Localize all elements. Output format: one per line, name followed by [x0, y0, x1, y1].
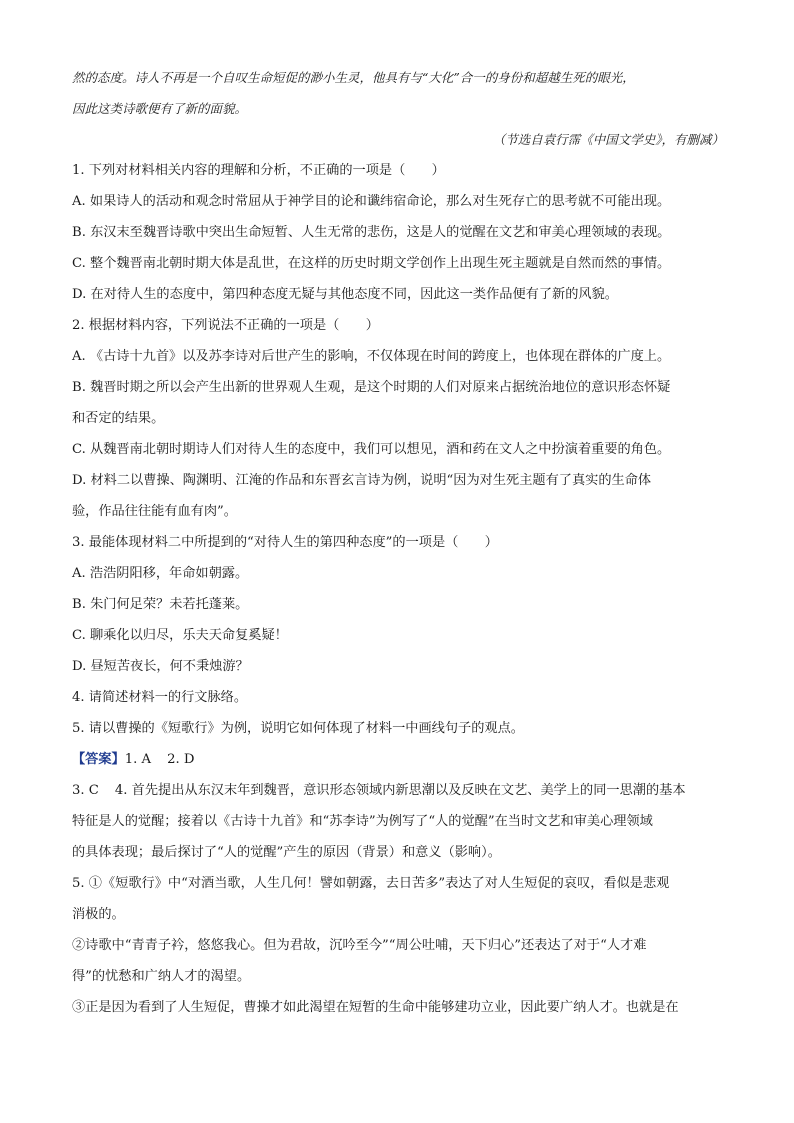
option-c: C. 从魏晋南北朝时期诗人们对待人生的态度中，我们可以想见，酒和药在文人之中扮演着重要的角色。	[72, 442, 671, 457]
answer-5-line-2: 消极的。	[72, 907, 125, 922]
question-stem: 3. 最能体现材料二中所提到的“对待人生的第四种态度”的一项是（ ）	[72, 535, 498, 550]
option-c: C. 整个魏晋南北朝时期大体是乱世，在这样的历史时期文学创作上出现生死主题就是自然而然的事情。	[72, 256, 671, 271]
answer-3: 3. C	[72, 783, 99, 798]
answer-5-line-1: 5. ①《短歌行》中“对酒当歌，人生几何！譬如朝露，去日苦多”表达了对人生短促的哀叹，看似是悲观	[72, 876, 670, 891]
answer-1: 1. A	[124, 752, 152, 767]
option-a: A. 如果诗人的活动和观念时常屈从于神学目的论和谶纬宿命论，那么对生死存亡的思考就不可能出现。	[72, 194, 671, 209]
answer-5-line-4: 得”的忧愁和广纳人才的渴望。	[72, 969, 251, 984]
question-5: 5. 请以曹操的《短歌行》为例，说明它如何体现了材料一中画线句子的观点。	[72, 721, 524, 736]
source-citation: （节选自袁行霈《中国文学史》，有删减）	[492, 132, 724, 147]
answer-4-line-3: 的具体表现；最后探讨了“人的觉醒”产生的原因（背景）和意义（影响）。	[72, 845, 501, 860]
answer-5-line-5: ③正是因为看到了人生短促，曹操才如此渴望在短暂的生命中能够建功立业，因此要广纳人才。也就是在	[72, 1000, 679, 1015]
option-d: D. 昼短苦夜长，何不秉烛游？	[72, 659, 249, 674]
question-stem: 2. 根据材料内容，下列说法不正确的一项是（ ）	[72, 318, 379, 333]
answer-4-start: 4. 首先提出从东汉末年到魏晋，意识形态领域内新思潮以及反映在文艺、美学上的同一思潮的基本	[114, 783, 686, 798]
option-a: A. 浩浩阴阳移，年命如朝露。	[72, 566, 249, 581]
document-page	[72, 62, 724, 1023]
answer-2: 2. D	[167, 752, 195, 767]
intro-line-2: 因此这类诗歌便有了新的面貌。	[72, 101, 248, 116]
question-4: 4. 请简述材料一的行文脉络。	[72, 690, 248, 705]
answer-line-2	[72, 775, 724, 806]
question-stem: 1. 下列对材料相关内容的理解和分析，不正确的一项是（ ）	[72, 163, 445, 178]
answer-tag: 【答案】	[72, 752, 125, 767]
answer-line-1	[72, 744, 724, 775]
intro-line-1: 然的态度。诗人不再是一个自叹生命短促的渺小生灵，他具有与“大化”合一的身份和超越生死的眼光，	[72, 70, 635, 85]
option-b-cont: 和否定的结果。	[72, 411, 165, 426]
option-b: B. 朱门何足荣？未若托蓬莱。	[72, 597, 249, 612]
answer-5-line-3: ②诗歌中“青青子衿，悠悠我心。但为君故，沉吟至今”“周公吐哺，天下归心”还表达了对于“人才难	[72, 938, 647, 953]
option-d-cont: 验，作品往往能有血有肉”。	[72, 504, 237, 519]
option-d: D. 在对待人生的态度中，第四种态度无疑与其他态度不同，因此这一类作品便有了新的风貌。	[72, 287, 618, 302]
option-b: B. 魏晋时期之所以会产生出新的世界观人生观，是这个时期的人们对原来占据统治地位的意识形态怀疑	[72, 380, 671, 395]
answer-4-line-2: 特征是人的觉醒；接着以《古诗十九首》和“苏李诗”为例写了“人的觉醒”在当时文艺和审美心理领域	[72, 814, 653, 829]
option-c: C. 聊乘化以归尽，乐夫天命复奚疑！	[72, 628, 288, 643]
question-2	[72, 310, 724, 527]
option-b: B. 东汉末至魏晋诗歌中突出生命短暂、人生无常的悲伤，这是人的觉醒在文艺和审美心理领域的表现。	[72, 225, 671, 240]
option-a: A. 《古诗十九首》以及苏李诗对后世产生的影响，不仅体现在时间的跨度上，也体现在群体的广度上。	[72, 349, 671, 364]
option-d: D. 材料二以曹操、陶渊明、江淹的作品和东晋玄言诗为例，说明“因为对生死主题有了真实的生命体	[72, 473, 652, 488]
answer-section	[72, 744, 724, 1023]
question-1	[72, 155, 724, 310]
question-3	[72, 527, 724, 682]
